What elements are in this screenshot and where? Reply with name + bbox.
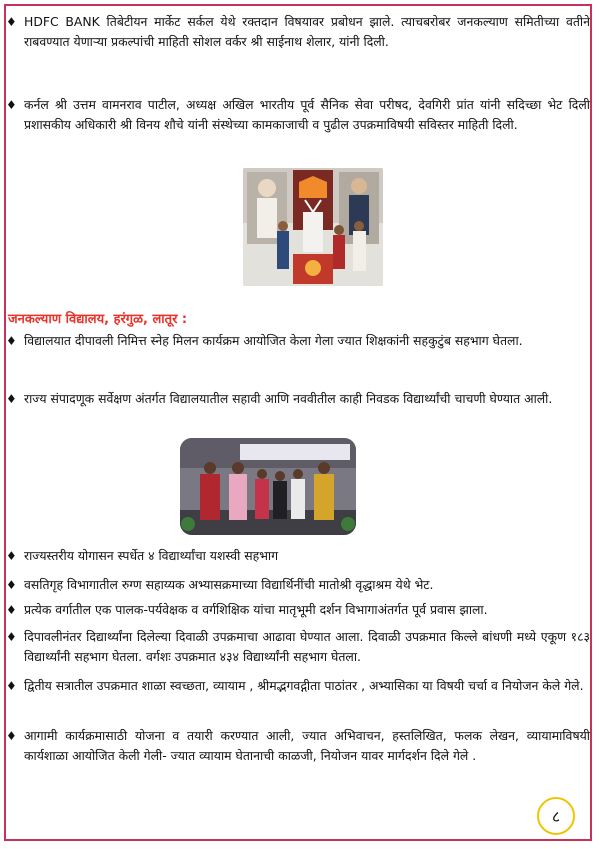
list-item [6,389,590,409]
bullet-icon: ♦ [6,679,17,693]
item-text: दिपावलीनंतर दिद्यार्थ्यांना दिलेल्या दिवाळी उपक्रमाचा आढावा घेण्यात आला. दिवाळी उपक्रमात किल्ले बांधणी मध्ये एकूण १८३ विद्यार्थ्यांनी सहभाग घेतला. वर्गशः उपक्रमात ४३४ विद्यार्थ्यांनी सहभाग घेतला. [24,629,590,664]
page-number: ८ [537,797,575,835]
list-item [6,95,590,135]
list-item [6,12,590,52]
item-text: आगामी कार्यक्रमासाठी योजना व तयारी करण्यात आली, ज्यात अभिवाचन, हस्तलिखित, फलक लेखन, व्यायामाविषयी कार्यशाळा आयोजित केली गेली- ज्यात व्यायाम घेतानाची काळजी, नियोजन यावर मार्गदर्शन दिले गेले . [24,728,590,763]
bullet-icon: ♦ [6,578,17,592]
event-photo-students [180,438,356,535]
bullet-icon: ♦ [6,334,17,348]
bullet-icon: ♦ [6,98,17,112]
item-text: राज्य संपादणूक सर्वेक्षण अंतर्गत विद्यालयातील सहावी आणि नववीतील काही निवडक विद्यार्थ्यांची चाचणी घेण्यात आली. [24,391,553,406]
list-item [6,546,590,566]
item-text: प्रत्येक वर्गातील एक पालक-पर्यवेक्षक व वर्गशिक्षिक यांचा मातृभूमी दर्शन विभागाअंतर्गत पूर्व प्रवास झाला. [24,602,488,617]
list-item [6,575,590,595]
item-text: राज्यस्तरीय योगासन स्पर्धेत ४ विद्यार्थ्यांचा यशस्वी सहभाग [24,548,279,563]
list-item [6,726,590,766]
event-photo-colonel-visit [243,168,383,286]
list-item [6,331,590,351]
bullet-icon: ♦ [6,15,17,29]
item-text: विद्यालयात दीपावली निमित्त स्नेह मिलन कार्यक्रम आयोजित केला गेला ज्यात शिक्षकांनी सहकुटुंब सहभाग घेतला. [24,333,523,348]
bullet-icon: ♦ [6,603,17,617]
bullet-icon: ♦ [6,729,17,743]
item-text: द्वितीय सत्रातील उपक्रमात शाळा स्वच्छता, व्यायाम , श्रीमद्भगवद्गीता पाठांतर , अभ्यासिका या विषयी चर्चा व नियोजन केले गेले. [24,678,584,693]
item-text: HDFC BANK तिबेटीयन मार्केट सर्कल येथे रक्तदान विषयावर प्रबोधन झाले. त्याचबरोबर जनकल्याण समितीच्या वतीने राबवण्यात येणाऱ्या प्रकल्पांची माहिती सोशल वर्कर श्री साईनाथ शेलार, यांनी दिली. [24,14,590,49]
list-item [6,627,590,667]
list-item [6,676,590,696]
section-heading: जनकल्याण विद्यालय, हरंगुळ, लातूर : [8,312,188,327]
bullet-icon: ♦ [6,392,17,406]
list-item [6,600,590,620]
bullet-icon: ♦ [6,549,17,563]
item-text: कर्नल श्री उत्तम वामनराव पाटील, अध्यक्ष अखिल भारतीय पूर्व सैनिक सेवा परीषद, देवगिरी प्रांत यांनी सदिच्छा भेट दिली प्रशासकीय अधिकारी श्री विनय शौचे यांनी संस्थेच्या कामकाजाची व पुढील उपक्रमाविषयी सविस्तर माहिती दिली. [24,97,590,132]
item-text: वसतिगृह विभागातील रुग्ण सहाय्यक अभ्यासक्रमाच्या विद्यार्थिनींची मातोश्री वृद्धाश्रम येथे भेट. [24,577,434,592]
bullet-icon: ♦ [6,630,17,644]
